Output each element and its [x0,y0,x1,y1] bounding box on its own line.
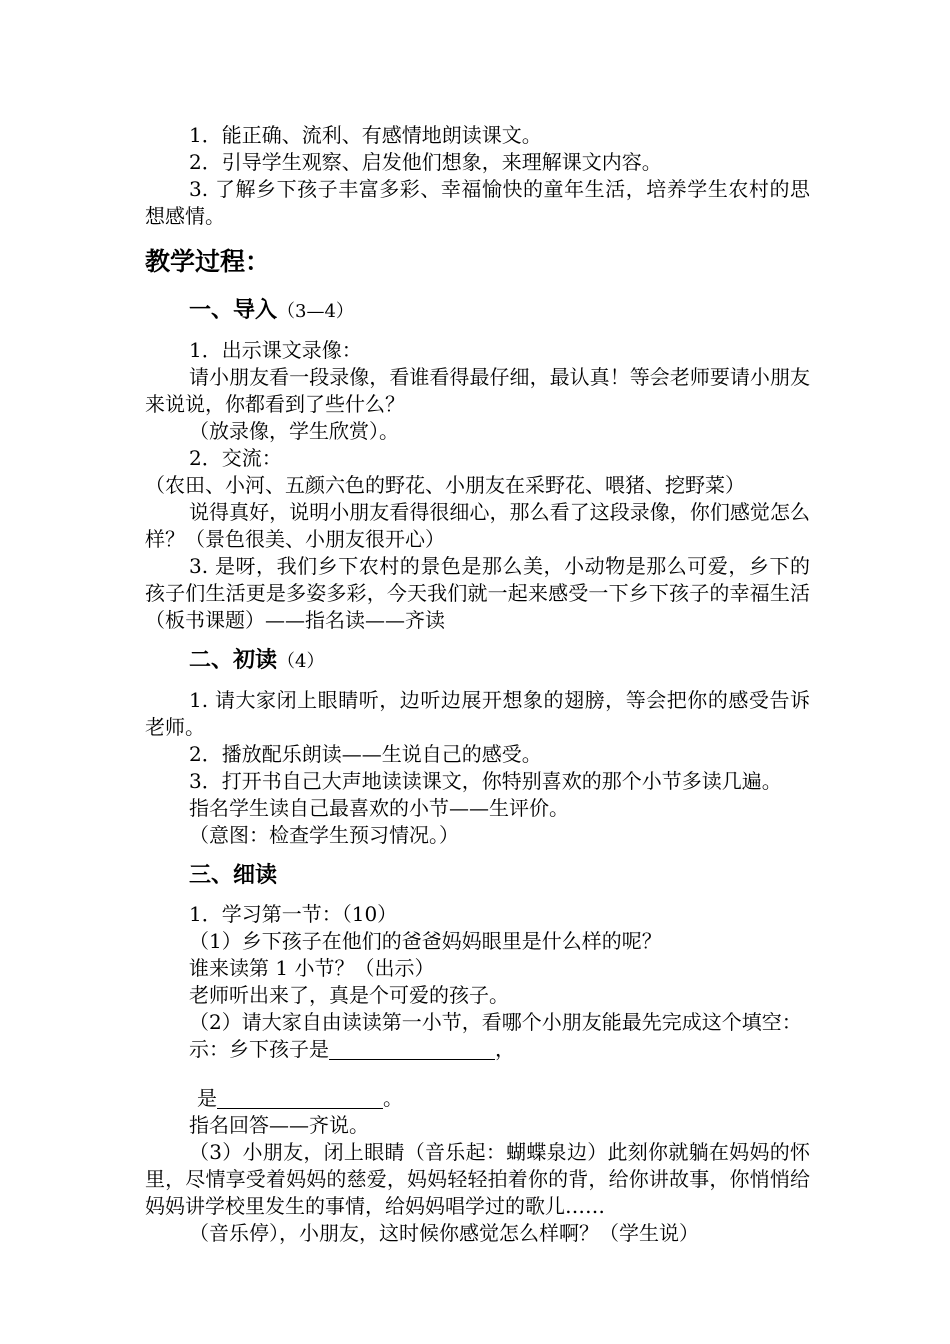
section-heading-intro [189,296,810,327]
fill-prompt: 是 [197,1086,217,1110]
section-note: （3—4） [277,301,354,322]
punctuation: 。 [383,1086,403,1110]
paragraph: 3．打开书自己大声地读读课文，你特别喜欢的那个小节多读几遍。 [189,769,782,793]
paragraph: （意图：检查学生预习情况。） [189,823,459,847]
blank-underline [329,1039,495,1060]
paragraph: 1．学习第一节：（10） [189,902,398,926]
section-heading-close-read: 三、细读 [189,863,278,888]
objective-3: 3. 了解乡下孩子丰富多彩、幸福愉快的童年生活，培养学生农村的思想感情。 [145,177,810,228]
paragraph: （3）小朋友，闭上眼睛（音乐起：蝴蝶泉边）此刻你就躺在妈妈的怀里，尽情享受着妈妈的慈爱，妈妈轻轻拍着你的背，给你讲故事，你悄悄给妈妈讲学校里发生的事情，给妈妈唱学过的歌儿…… [145,1140,810,1218]
objective-2: 2．引导学生观察、启发他们想象，来理解课文内容。 [189,150,662,174]
section-title: 二、初读 [189,648,278,673]
paragraph: （2）请大家自由读读第一小节，看哪个小朋友能最先完成这个填空： [189,1010,802,1034]
paragraph: 老师听出来了，真是个可爱的孩子。 [189,983,509,1007]
paragraph: 谁来读第 1 小节？（出示） [189,956,435,980]
paragraph: 请小朋友看一段录像，看谁看得最仔细，最认真！等会老师要请小朋友来说说，你都看到了些什么？ [145,365,810,416]
paragraph: （农田、小河、五颜六色的野花、小朋友在采野花、喂猪、挖野菜） [145,473,745,497]
paragraph: （放录像，学生欣赏）。 [189,419,399,443]
spacer [145,1063,810,1085]
objective-1: 1．能正确、流利、有感情地朗读课文。 [189,123,542,147]
section-note: （4） [277,651,325,672]
fill-prompt: 示：乡下孩子是 [189,1037,329,1061]
paragraph: 指名学生读自己最喜欢的小节——生评价。 [189,796,569,820]
paragraph: 1．出示课文录像： [189,338,362,362]
paragraph: 1. 请大家闭上眼睛听，边听边展开想象的翅膀，等会把你的感受告诉老师。 [145,688,810,739]
paragraph: 2．交流： [189,446,282,470]
paragraph: 指名回答——齐说。 [189,1113,369,1137]
fill-blank-line-1 [145,1036,810,1063]
section-heading-first-read [189,646,810,677]
paragraph: 2．播放配乐朗读——生说自己的感受。 [189,742,542,766]
punctuation: ， [495,1037,515,1061]
paragraph: （1）乡下孩子在他们的爸爸妈妈眼里是什么样的呢？ [189,929,662,953]
blank-underline [217,1088,383,1109]
process-heading: 教学过程： [145,247,271,276]
paragraph: 说得真好，说明小朋友看得很细心，那么看了这段录像，你们感觉怎么样？（景色很美、小朋友很开心） [145,500,810,551]
paragraph: （音乐停），小朋友，这时候你感觉怎么样啊？（学生说） [189,1221,699,1245]
document-page [145,122,810,1247]
section-title: 一、导入 [189,298,278,323]
fill-blank-line-2 [145,1085,810,1112]
paragraph: 3. 是呀，我们乡下农村的景色是那么美，小动物是那么可爱，乡下的孩子们生活更是多姿多彩，今天我们就一起来感受一下乡下孩子的幸福生活（板书课题）——指名读——齐读 [145,554,810,632]
